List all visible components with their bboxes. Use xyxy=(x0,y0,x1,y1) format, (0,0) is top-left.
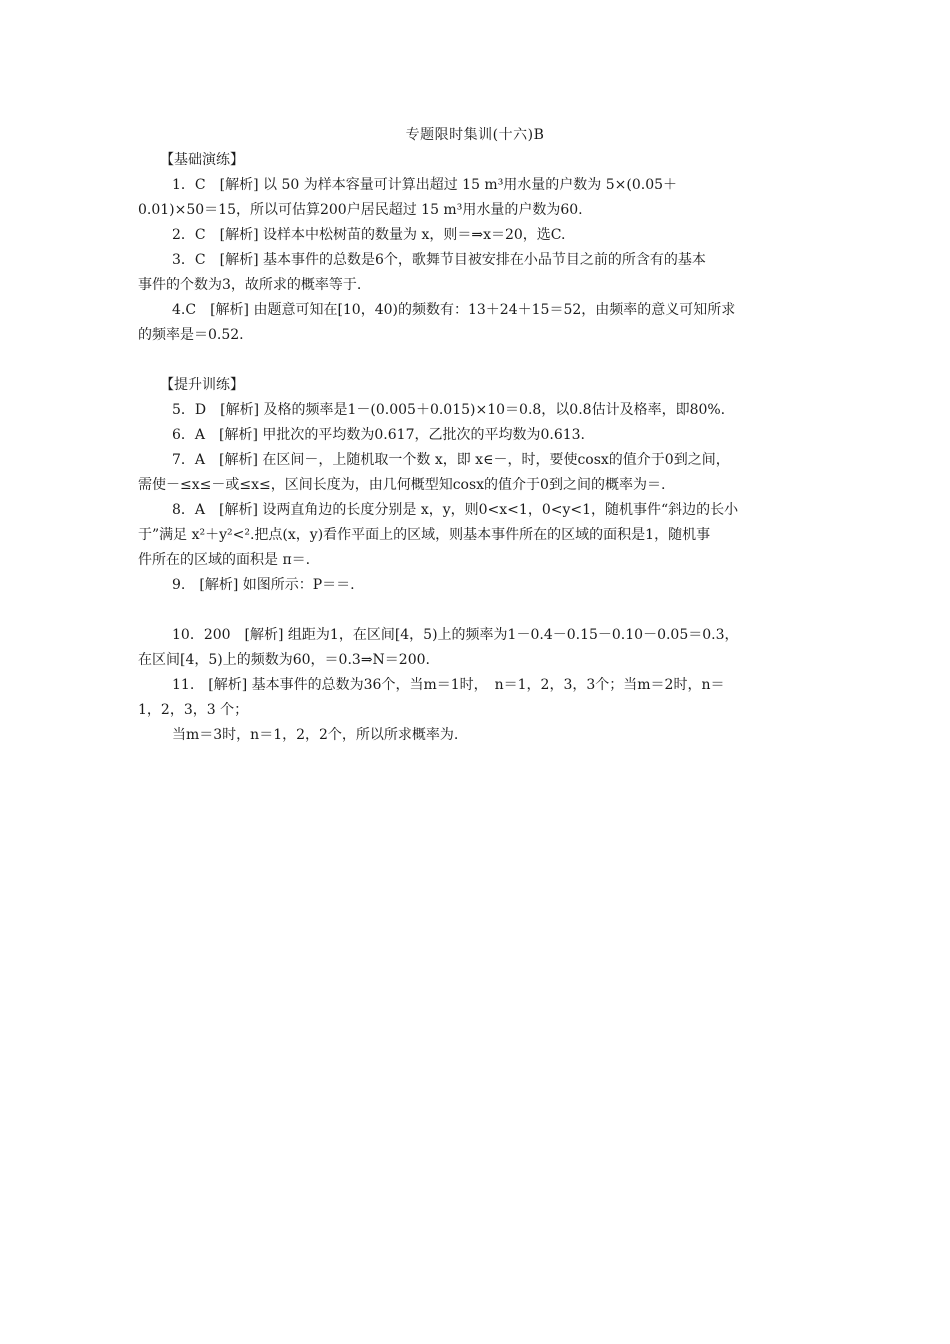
answer-line: 5．D [解析] 及格的频率是1－(0.005＋0.015)×10＝0.8，以0.8估计及格率，即80%. xyxy=(172,402,726,418)
section-heading-advanced: 【提升训练】 xyxy=(160,377,244,393)
answer-line: 于”满足 x²＋y²<².把点(x，y)看作平面上的区域，则基本事件所在的区域的面积是1，随机事 xyxy=(138,527,711,543)
answer-line: 9. [解析] 如图所示：P＝＝. xyxy=(172,577,355,593)
answer-line: 的频率是＝0.52. xyxy=(138,327,244,343)
section-heading-basic: 【基础演练】 xyxy=(160,152,244,168)
answer-line: 当m＝3时，n＝1，2，2个，所以所求概率为. xyxy=(172,727,459,743)
answer-line: 事件的个数为3，故所求的概率等于. xyxy=(138,277,362,293)
answer-line: 6．A [解析] 甲批次的平均数为0.617，乙批次的平均数为0.613. xyxy=(172,427,585,443)
answer-line: 0.01)×50＝15，所以可估算200户居民超过 15 m³用水量的户数为60. xyxy=(138,202,583,218)
answer-line: 4.C [解析] 由题意可知在[10，40)的频数有：13＋24＋15＝52，由频率的意义可知所求 xyxy=(172,302,736,318)
answer-line: 件所在的区域的面积是 π＝. xyxy=(138,552,311,568)
answer-line: 3．C [解析] 基本事件的总数是6个，歌舞节目被安排在小品节目之前的所含有的基本 xyxy=(172,252,706,268)
answer-line: 2．C [解析] 设样本中松树苗的数量为 x，则＝⇒x＝20，选C. xyxy=(172,227,566,243)
answer-line: 1，2，3，3 个； xyxy=(138,702,249,718)
answer-line: 8．A [解析] 设两直角边的长度分别是 x，y，则0<x<1，0<y<1，随机事件“斜边的长小 xyxy=(172,502,739,518)
page-title: 专题限时集训(十六)B xyxy=(405,127,545,143)
answer-line: 1．C [解析] 以 50 为样本容量可计算出超过 15 m³用水量的户数为 5×(0.05＋ xyxy=(172,177,678,193)
answer-line: 在区间[4，5)上的频数为60，＝0.3⇒N＝200. xyxy=(138,652,430,668)
answer-line: 7．A [解析] 在区间－，上随机取一个数 x，即 x∈－，时，要使cosx的值介于0到之间， xyxy=(172,452,730,468)
answer-line: 需使－≤x≤－或≤x≤，区间长度为，由几何概型知cosx的值介于0到之间的概率为＝. xyxy=(138,477,666,493)
answer-line: 10．200 [解析] 组距为1，在区间[4，5)上的频率为1－0.4－0.15－0.10－0.05＝0.3， xyxy=(172,627,739,643)
answer-line: 11. [解析] 基本事件的总数为36个，当m＝1时， n＝1，2，3，3个；当m＝2时，n＝ xyxy=(172,677,725,693)
